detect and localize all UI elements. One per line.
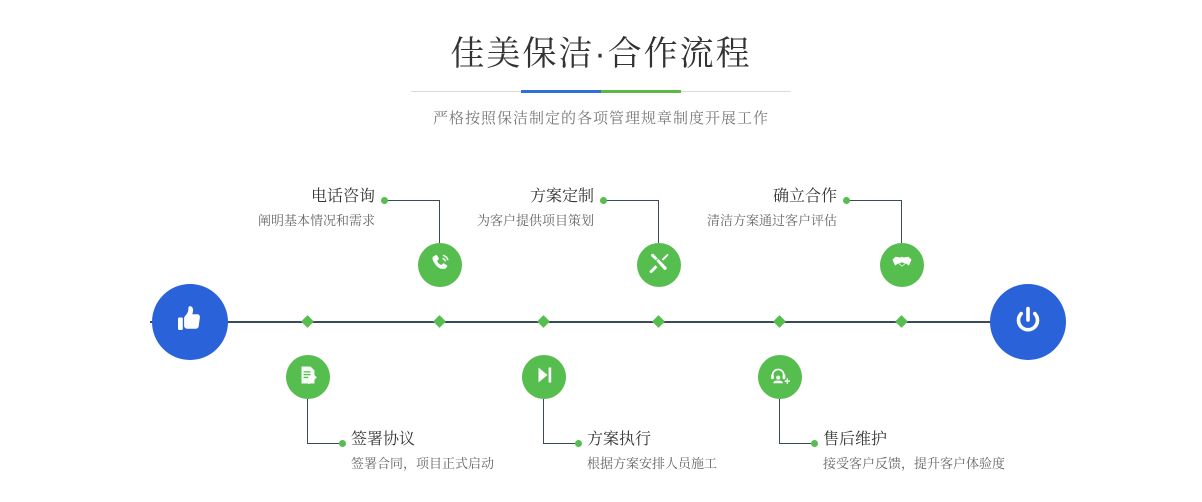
divider-segment-green (601, 90, 681, 93)
step-desc: 为客户提供项目策划 (476, 213, 594, 228)
thumbs-up-icon (170, 300, 210, 345)
axis-marker-phone-consult (433, 315, 446, 328)
step-node-establish-cooperation[interactable] (880, 243, 924, 287)
step-node-after-sales[interactable] (758, 355, 802, 399)
step-node-phone-consult[interactable] (418, 243, 462, 287)
step-label-plan-customize (320, 186, 594, 232)
connector-dot-sign-agreement (339, 440, 346, 447)
end-endcap (990, 284, 1066, 360)
step-node-plan-execute[interactable] (522, 355, 566, 399)
title-divider (411, 90, 791, 93)
connector-dot-plan-execute (575, 440, 582, 447)
connector-v-sign-agreement (307, 399, 308, 443)
handshake-icon (890, 251, 914, 280)
timeline-axis (150, 321, 1052, 323)
connector-h-sign-agreement (307, 443, 342, 444)
tools-icon (647, 251, 671, 280)
axis-marker-establish-cooperation (895, 315, 908, 328)
connector-dot-establish-cooperation (843, 197, 850, 204)
header (0, 30, 1202, 128)
step-node-plan-customize[interactable] (637, 243, 681, 287)
step-desc: 接受客户反馈，提升客户体验度 (823, 456, 1006, 471)
step-title: 售后维护 (823, 431, 888, 448)
connector-h-plan-execute (543, 443, 578, 444)
step-label-plan-execute (587, 429, 847, 475)
connector-v-after-sales (779, 399, 780, 443)
customer-support-icon (768, 363, 792, 392)
phone-call-icon (428, 251, 452, 280)
divider-segment-blue (521, 90, 601, 93)
step-desc: 根据方案安排人员施工 (587, 456, 718, 471)
step-title: 签署协议 (351, 431, 416, 448)
axis-marker-plan-execute (537, 315, 550, 328)
axis-marker-plan-customize (652, 315, 665, 328)
step-title: 方案执行 (587, 431, 652, 448)
step-title: 电话咨询 (310, 188, 375, 205)
connector-h-establish-cooperation (847, 200, 902, 201)
axis-marker-after-sales (773, 315, 786, 328)
play-next-icon (532, 363, 556, 392)
document-edit-icon (296, 363, 320, 392)
step-title: 方案定制 (529, 188, 594, 205)
step-node-sign-agreement[interactable] (286, 355, 330, 399)
page-title: 佳美保洁·合作流程 (450, 35, 752, 73)
timeline (0, 150, 1202, 502)
connector-v-plan-execute (543, 399, 544, 443)
step-label-sign-agreement (351, 429, 611, 475)
axis-marker-sign-agreement (301, 315, 314, 328)
page-subtitle: 严格按照保洁制定的各项管理规章制度开展工作 (432, 110, 769, 127)
step-desc: 清洁方案通过客户评估 (706, 213, 837, 228)
connector-dot-after-sales (811, 440, 818, 447)
connector-v-establish-cooperation (901, 200, 902, 243)
connector-h-after-sales (779, 443, 814, 444)
step-desc: 签署合同，项目正式启动 (351, 456, 495, 471)
step-label-establish-cooperation (560, 186, 837, 232)
start-endcap (152, 284, 228, 360)
power-icon (1008, 300, 1048, 345)
step-title: 确立合作 (772, 188, 837, 205)
step-desc: 阐明基本情况和需求 (257, 213, 375, 228)
step-label-after-sales (823, 429, 1123, 475)
